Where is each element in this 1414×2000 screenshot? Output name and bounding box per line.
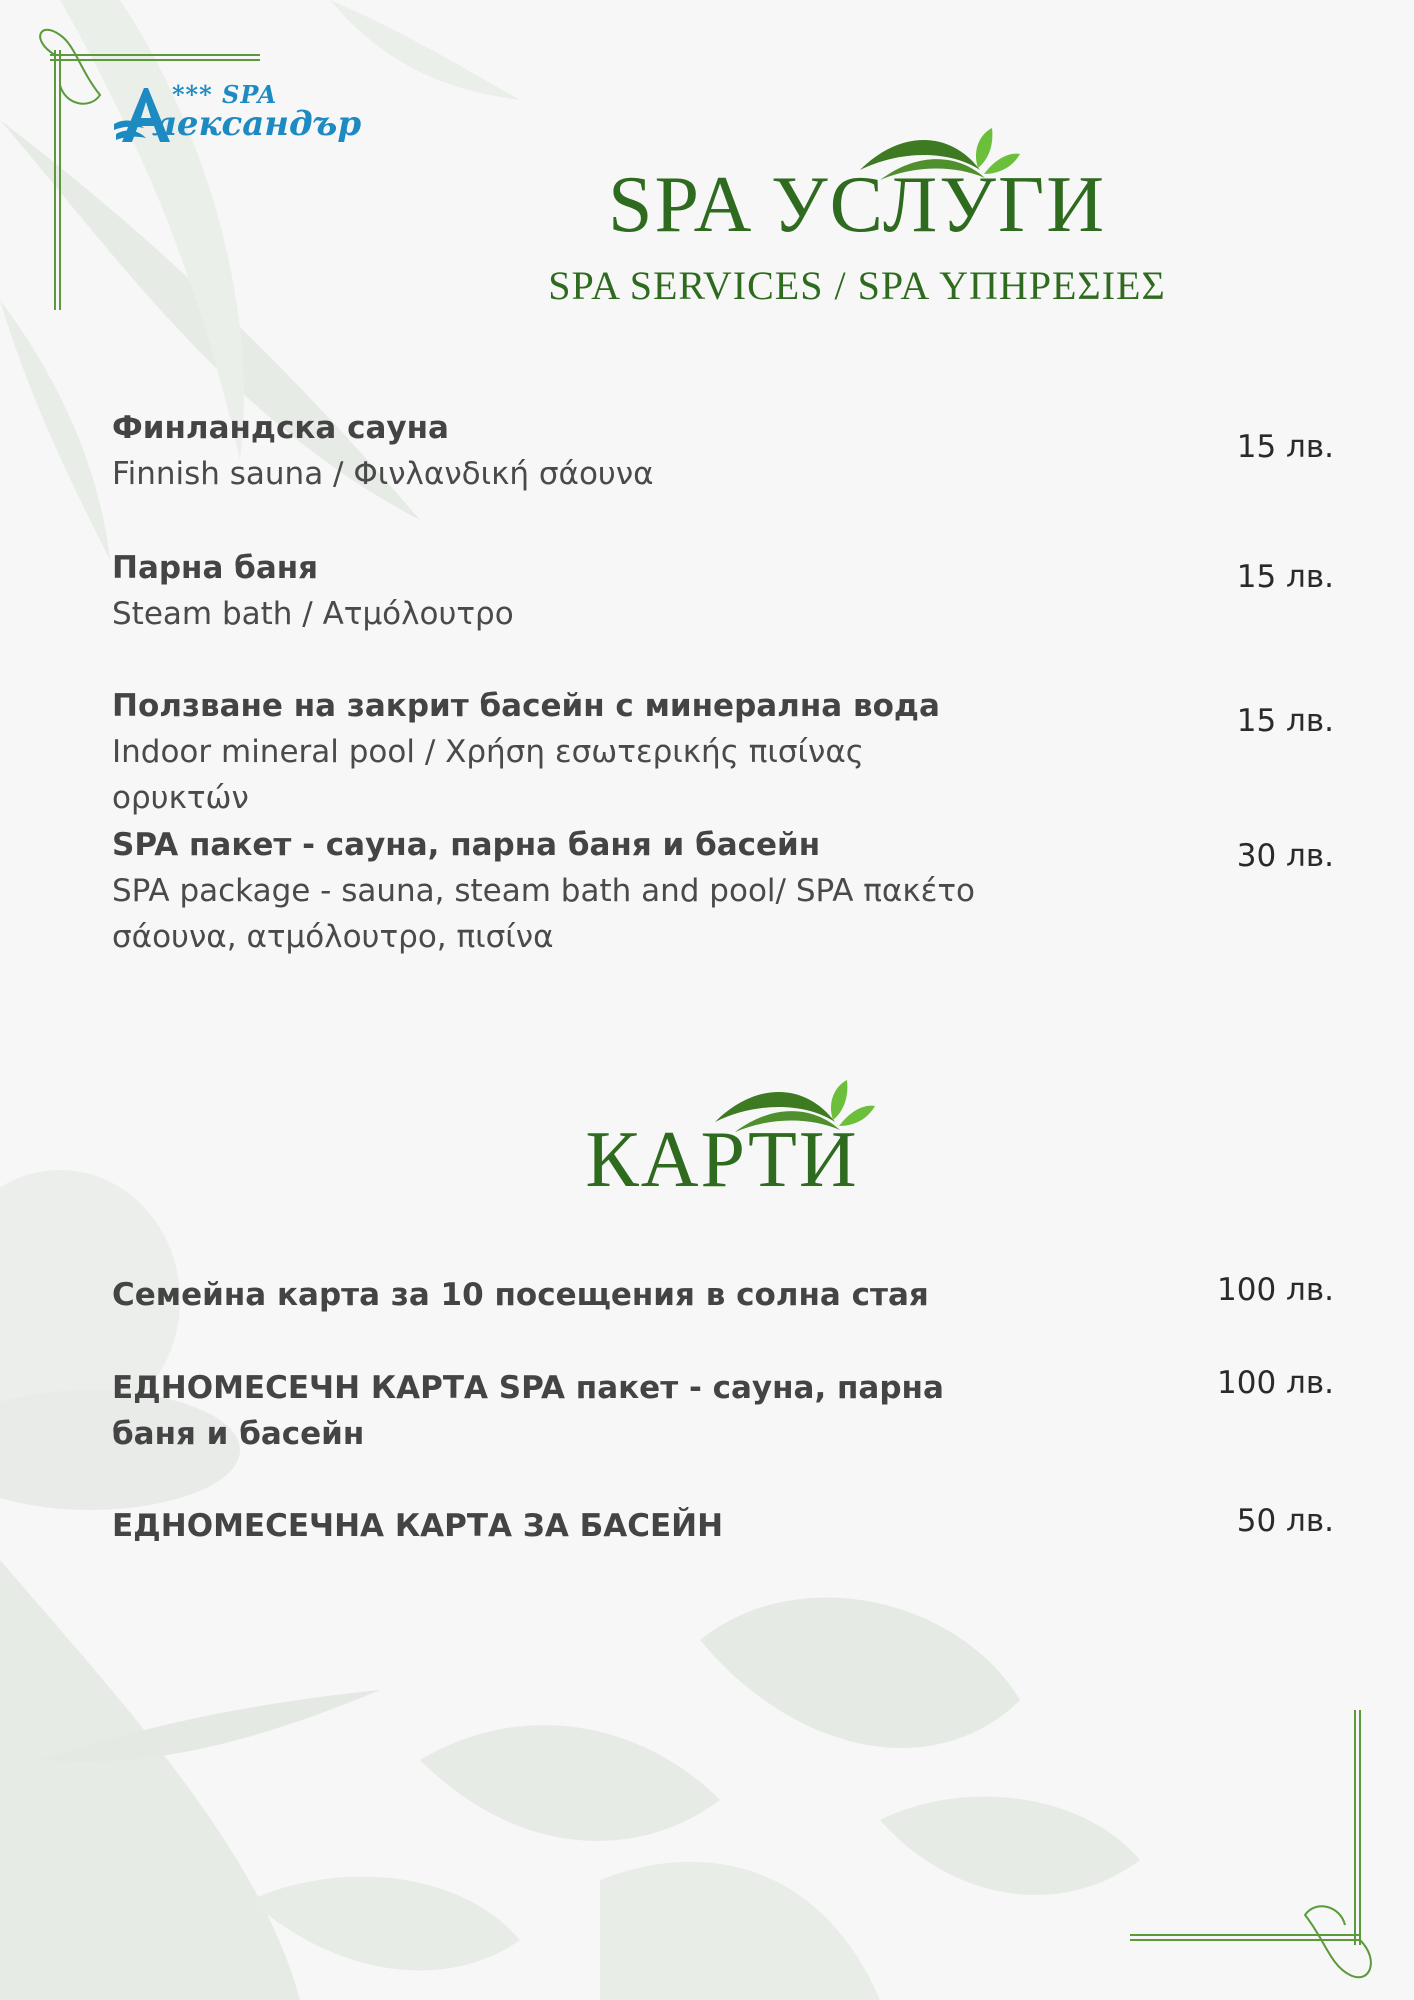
service-translation: Finnish sauna / Φινλανδική σάουνα — [112, 456, 654, 492]
service-name: Ползване на закрит басейн с минерална вода — [112, 688, 940, 724]
service-price: 15 лв. — [1236, 429, 1334, 465]
card-price: 50 лв. — [1236, 1503, 1334, 1539]
section-title-spa-services: SPA УСЛУГИ — [608, 161, 1106, 249]
hotel-logo — [112, 78, 392, 148]
card-name: ЕДНОМЕСЕЧН КАРТА SPA пакет - сауна, парна баня и басейн — [112, 1370, 944, 1452]
service-item-steam-bath — [112, 545, 1334, 637]
card-item-monthly-spa — [112, 1365, 1334, 1457]
card-price: 100 лв. — [1217, 1365, 1334, 1401]
service-item-indoor-pool — [112, 683, 1334, 821]
service-price: 30 лв. — [1236, 838, 1334, 874]
service-name: Парна баня — [112, 550, 319, 586]
service-translation: SPA package - sauna, steam bath and pool/ SPA πακέτο σάουνα, ατμόλουτρο, πισίνα — [112, 873, 976, 955]
frame-bottom-right — [1130, 1710, 1371, 1977]
service-item-spa-package — [112, 822, 1334, 960]
section-subtitle-spa-services: SPA SERVICES / SPA ΥΠΗΡΕΣΙΕΣ — [548, 263, 1166, 308]
service-price: 15 лв. — [1236, 703, 1334, 739]
service-price: 15 лв. — [1236, 559, 1334, 595]
card-item-monthly-pool — [112, 1503, 1334, 1549]
service-translation: Indoor mineral pool / Χρήση εσωτερικής πισίνας ορυκτών — [112, 734, 864, 816]
service-item-finnish-sauna — [112, 405, 1334, 497]
section-title-cards: КАРТИ — [585, 1116, 859, 1204]
card-item-family — [112, 1272, 1334, 1318]
service-translation: Steam bath / Ατμόλουτρο — [112, 596, 514, 632]
card-name: ЕДНОМЕСЕЧНА КАРТА ЗА БАСЕЙН — [112, 1508, 724, 1544]
logo-name: лександър — [152, 104, 362, 144]
card-price: 100 лв. — [1217, 1272, 1334, 1308]
card-name: Семейна карта за 10 посещения в солна стая — [112, 1277, 929, 1313]
logo-stars-spa: *** SPA — [172, 80, 278, 109]
service-name: Финландска сауна — [112, 410, 449, 446]
service-name: SPA пакет - сауна, парна баня и басейн — [112, 827, 821, 863]
